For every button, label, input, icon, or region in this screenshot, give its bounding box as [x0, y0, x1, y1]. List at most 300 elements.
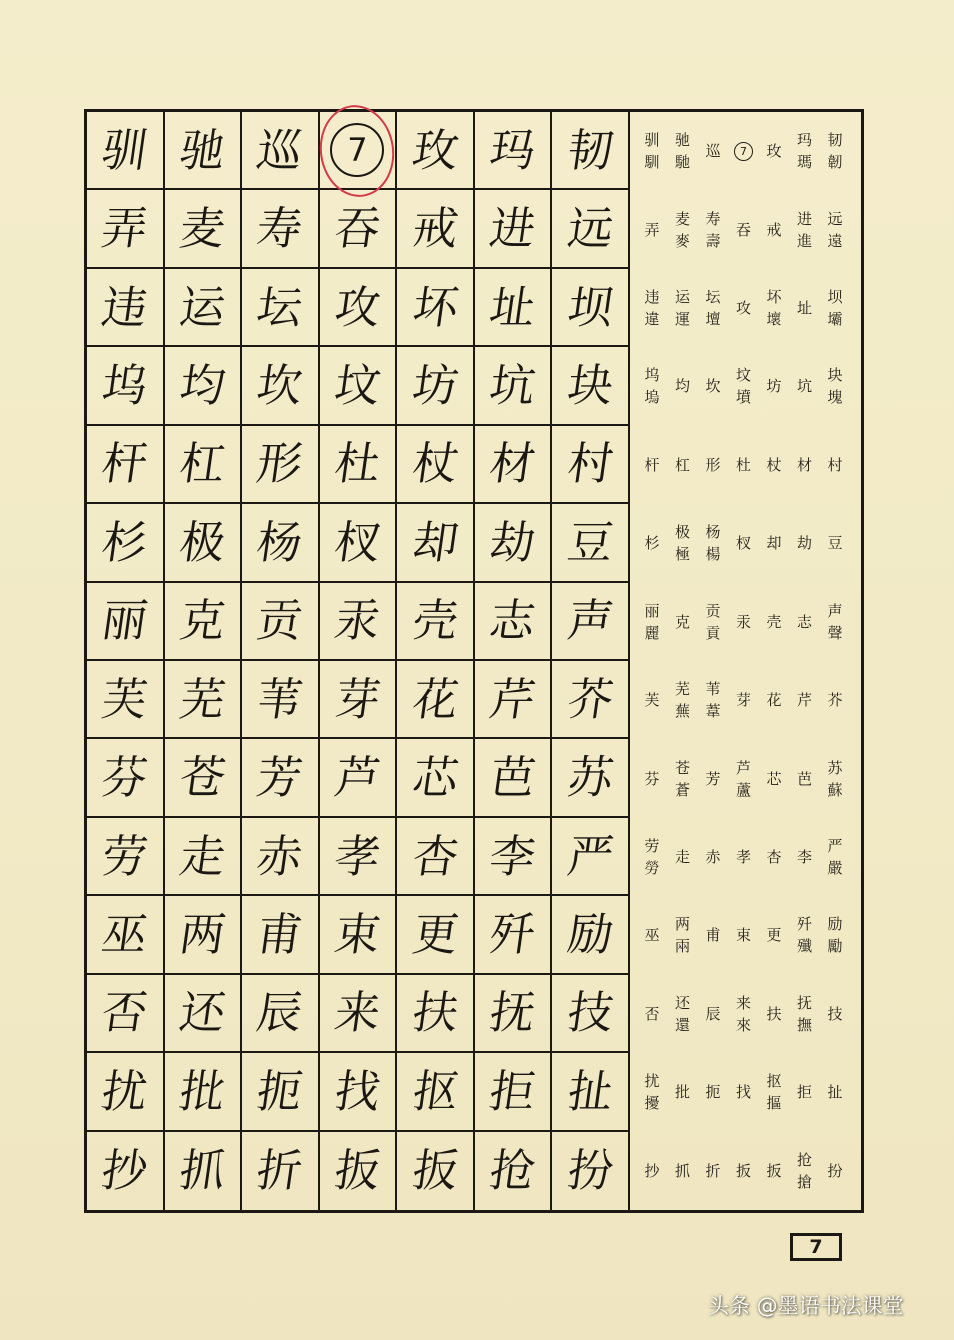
reference-pair — [699, 1081, 727, 1103]
traditional-char: 擾 — [644, 1094, 660, 1113]
simplified-char: 却 — [766, 534, 782, 553]
reference-pair — [669, 1160, 697, 1182]
simplified-char: 芯 — [766, 769, 782, 788]
simplified-char: 芜 — [674, 680, 690, 699]
simplified-char: 歼 — [796, 915, 812, 934]
grid-cell — [165, 975, 243, 1053]
reference-pair — [760, 286, 788, 330]
practice-char: 坝 — [563, 280, 617, 334]
reference-pair — [730, 689, 758, 711]
traditional-char: 來 — [735, 1015, 751, 1034]
traditional-char: 進 — [796, 231, 812, 250]
reference-row — [630, 818, 861, 896]
traditional-char: 蘇 — [827, 780, 843, 799]
simplified-char: 戒 — [766, 220, 782, 239]
practice-char: 豆 — [563, 515, 617, 569]
practice-char: 芹 — [486, 672, 539, 726]
simplified-char: 辰 — [705, 1004, 721, 1023]
watermark: 头条 @墨语书法课堂 — [708, 1294, 904, 1318]
practice-char: 苇 — [253, 672, 307, 726]
traditional-char: 蕪 — [674, 702, 690, 721]
simplified-char: 芥 — [827, 691, 843, 710]
reference-pair — [699, 846, 727, 868]
reference-pair — [730, 1160, 758, 1182]
reference-row — [630, 1132, 861, 1210]
grid-cell — [242, 112, 320, 190]
simplified-char: 来 — [735, 993, 751, 1012]
grid-cell — [242, 426, 320, 504]
grid-cell — [87, 975, 165, 1053]
practice-char: 坞 — [98, 358, 152, 412]
reference-pair — [699, 768, 727, 790]
simplified-char: 村 — [827, 455, 843, 474]
traditional-char: 勞 — [644, 859, 660, 878]
practice-char: 抠 — [408, 1064, 462, 1118]
simplified-char: 声 — [827, 601, 843, 620]
simplified-char: 吞 — [735, 220, 751, 239]
simplified-char: 扶 — [766, 1004, 782, 1023]
simplified-char: 克 — [674, 612, 690, 631]
simplified-char: 批 — [674, 1083, 690, 1102]
reference-pair — [699, 600, 727, 644]
reference-pair — [821, 1160, 849, 1182]
traditional-char: 勵 — [827, 937, 843, 956]
grid-cell — [397, 269, 475, 347]
traditional-char: 瑪 — [796, 153, 812, 172]
reference-pair — [730, 1081, 758, 1103]
grid-cell — [242, 347, 320, 425]
simplified-char: 劫 — [796, 534, 812, 553]
reference-pair — [730, 757, 758, 801]
simplified-char: 材 — [796, 455, 812, 474]
traditional-char: 蘆 — [735, 780, 751, 799]
practice-char: 抢 — [486, 1144, 539, 1198]
section-number: 7 — [330, 123, 384, 177]
traditional-char: 貢 — [705, 623, 721, 642]
grid-cell — [475, 896, 553, 974]
practice-char: 芽 — [331, 672, 384, 726]
reference-pair — [638, 129, 666, 173]
practice-char: 孝 — [331, 829, 384, 883]
traditional-char: 墳 — [735, 388, 751, 407]
grid-cell — [397, 975, 475, 1053]
grid-cell — [87, 269, 165, 347]
practice-char: 贡 — [253, 594, 307, 648]
reference-pair — [791, 129, 819, 173]
grid-cell — [475, 269, 553, 347]
grid-cell — [87, 896, 165, 974]
reference-pair — [821, 1081, 849, 1103]
simplified-char: 驯 — [644, 131, 660, 150]
practice-char: 来 — [331, 986, 384, 1040]
grid-cell — [552, 504, 630, 582]
simplified-char: 甫 — [705, 926, 721, 945]
reference-pair — [638, 364, 666, 408]
practice-char: 杏 — [408, 829, 462, 883]
grid-cell — [552, 739, 630, 817]
simplified-char: 扯 — [827, 1083, 843, 1102]
simplified-char: 还 — [674, 993, 690, 1012]
simplified-char: 远 — [827, 209, 843, 228]
practice-char: 苏 — [563, 751, 617, 805]
simplified-char: 抠 — [766, 1072, 782, 1091]
traditional-char: 麥 — [674, 231, 690, 250]
reference-pair — [791, 454, 819, 476]
simplified-char: 丽 — [644, 601, 660, 620]
reference-pair — [821, 129, 849, 173]
simplified-char: 劳 — [644, 837, 660, 856]
grid-cell — [552, 661, 630, 739]
reference-pair — [791, 768, 819, 790]
simplified-char: 扳 — [766, 1161, 782, 1180]
practice-char: 坟 — [331, 358, 384, 412]
grid-cell — [242, 739, 320, 817]
simplified-char: 芦 — [735, 758, 751, 777]
grid-cell — [320, 190, 398, 268]
grid-cell — [475, 1053, 553, 1131]
grid-cell — [87, 504, 165, 582]
grid-cell — [552, 190, 630, 268]
reference-pair — [638, 1070, 666, 1114]
traditional-char: 壞 — [766, 310, 782, 329]
reference-pair — [638, 689, 666, 711]
reference-pair — [638, 1003, 666, 1025]
reference-pair — [669, 846, 697, 868]
simplified-char: 走 — [674, 848, 690, 867]
grid-cell — [397, 739, 475, 817]
grid-cell — [165, 896, 243, 974]
traditional-char: 馳 — [674, 153, 690, 172]
reference-pair — [821, 600, 849, 644]
reference-pair — [699, 678, 727, 722]
practice-char: 驰 — [176, 123, 229, 177]
reference-pair — [760, 532, 788, 554]
practice-char: 芬 — [98, 751, 152, 805]
practice-char: 玛 — [486, 123, 539, 177]
traditional-char: 塊 — [827, 388, 843, 407]
reference-pair — [699, 1160, 727, 1182]
reference-row — [630, 426, 861, 504]
grid-cell — [165, 818, 243, 896]
grid-cell — [242, 975, 320, 1053]
practice-char: 坎 — [253, 358, 307, 412]
grid-cell — [475, 661, 553, 739]
reference-pair — [760, 375, 788, 397]
reference-pair — [791, 611, 819, 633]
reference-pair — [821, 286, 849, 330]
simplified-char: 违 — [644, 288, 660, 307]
simplified-char: 杜 — [735, 455, 751, 474]
simplified-char: 束 — [735, 926, 751, 945]
practice-char: 声 — [563, 594, 617, 648]
simplified-char: 志 — [796, 612, 812, 631]
practice-char: 却 — [408, 515, 462, 569]
traditional-char: 壇 — [705, 310, 721, 329]
simplified-char: 杉 — [644, 534, 660, 553]
practice-char: 弄 — [98, 202, 152, 256]
simplified-char: 豆 — [827, 534, 843, 553]
grid-cell — [320, 347, 398, 425]
reference-pair — [821, 364, 849, 408]
traditional-char: 壩 — [827, 310, 843, 329]
grid-cell — [552, 1132, 630, 1210]
reference-pair — [760, 1003, 788, 1025]
reference-row — [630, 269, 861, 347]
reference-pair — [669, 757, 697, 801]
grid-cell — [475, 739, 553, 817]
reference-pair — [730, 532, 758, 554]
grid-cell — [165, 112, 243, 190]
simplified-char: 折 — [705, 1161, 721, 1180]
grid-cell — [320, 739, 398, 817]
practice-char: 杨 — [253, 515, 307, 569]
practice-char: 坏 — [408, 280, 462, 334]
practice-char: 吞 — [331, 202, 384, 256]
reference-pair — [638, 1160, 666, 1182]
traditional-char: 塢 — [644, 388, 660, 407]
practice-char: 违 — [98, 280, 152, 334]
practice-char: 运 — [176, 280, 229, 334]
traditional-char: 葦 — [705, 702, 721, 721]
simplified-char: 壳 — [766, 612, 782, 631]
simplified-char: 杠 — [674, 455, 690, 474]
reference-pair — [669, 454, 697, 476]
simplified-char: 巫 — [644, 926, 660, 945]
simplified-char: 杈 — [735, 534, 751, 553]
simplified-char: 驰 — [674, 131, 690, 150]
simplified-char: 苍 — [674, 758, 690, 777]
grid-cell — [87, 818, 165, 896]
simplified-char: 坟 — [735, 366, 751, 385]
grid-cell — [242, 190, 320, 268]
practice-char: 杜 — [331, 437, 384, 491]
simplified-char: 坑 — [796, 377, 812, 396]
reference-pair — [669, 611, 697, 633]
grid-cell — [475, 818, 553, 896]
grid-cell — [397, 1053, 475, 1131]
simplified-char: 否 — [644, 1004, 660, 1023]
grid-cell — [320, 583, 398, 661]
simplified-char: 寿 — [705, 209, 721, 228]
grid-cell — [165, 661, 243, 739]
reference-pair — [699, 286, 727, 330]
simplified-char: 坛 — [705, 288, 721, 307]
practice-char: 芦 — [331, 751, 384, 805]
grid-cell — [320, 269, 398, 347]
grid-cell — [320, 1053, 398, 1131]
simplified-char: 扰 — [644, 1072, 660, 1091]
reference-row — [630, 1053, 861, 1131]
simplified-char: 韧 — [827, 131, 843, 150]
grid-cell — [397, 1132, 475, 1210]
reference-row — [630, 896, 861, 974]
grid-cell — [165, 504, 243, 582]
reference-pair — [821, 532, 849, 554]
traditional-char: 還 — [674, 1015, 690, 1034]
reference-pair — [821, 757, 849, 801]
reference-pair — [730, 992, 758, 1036]
grid-cell — [242, 1053, 320, 1131]
grid-cell — [552, 112, 630, 190]
practice-char: 走 — [176, 829, 229, 883]
grid-cell — [397, 112, 475, 190]
reference-pair — [699, 1003, 727, 1025]
reference-pair — [730, 364, 758, 408]
practice-char: 坛 — [253, 280, 307, 334]
practice-char: 批 — [176, 1064, 229, 1118]
practice-char: 玫 — [408, 123, 462, 177]
simplified-char: 运 — [674, 288, 690, 307]
traditional-char: 殲 — [796, 937, 812, 956]
practice-char: 壳 — [408, 594, 462, 648]
simplified-char: 苇 — [705, 680, 721, 699]
practice-char: 抚 — [486, 986, 539, 1040]
reference-pair — [669, 375, 697, 397]
practice-char: 坑 — [486, 358, 539, 412]
reference-pair — [669, 678, 697, 722]
calligraphy-grid — [87, 112, 630, 1210]
reference-pair — [669, 521, 697, 565]
practice-char: 技 — [563, 986, 617, 1040]
simplified-char: 杆 — [644, 455, 660, 474]
reference-pair — [669, 1081, 697, 1103]
reference-pair — [821, 689, 849, 711]
simplified-char: 坊 — [766, 377, 782, 396]
simplified-char: 芹 — [796, 691, 812, 710]
traditional-char: 遠 — [827, 231, 843, 250]
reference-pair — [730, 454, 758, 476]
practice-char: 形 — [253, 437, 307, 491]
reference-pair — [791, 375, 819, 397]
simplified-char: 芭 — [796, 769, 812, 788]
reference-pair — [730, 846, 758, 868]
practice-char: 汞 — [331, 594, 384, 648]
simplified-char: 励 — [827, 915, 843, 934]
reference-pair — [760, 1070, 788, 1114]
practice-char: 束 — [331, 907, 384, 961]
simplified-char: 苏 — [827, 758, 843, 777]
practice-char: 芜 — [176, 672, 229, 726]
reference-pair — [730, 611, 758, 633]
reference-pair — [699, 140, 727, 162]
practice-char: 芯 — [408, 751, 462, 805]
practice-frame — [84, 109, 864, 1213]
practice-char: 址 — [486, 280, 539, 334]
grid-cell — [552, 975, 630, 1053]
grid-cell — [242, 583, 320, 661]
simplified-char: 抚 — [796, 993, 812, 1012]
practice-char: 材 — [486, 437, 539, 491]
grid-cell — [475, 112, 553, 190]
practice-char: 劫 — [486, 515, 539, 569]
reference-pair — [638, 924, 666, 946]
grid-cell — [552, 896, 630, 974]
practice-char: 志 — [486, 594, 539, 648]
practice-char: 李 — [486, 829, 539, 883]
grid-cell — [242, 818, 320, 896]
simplified-char: 攻 — [735, 299, 751, 318]
practice-char: 芥 — [563, 672, 617, 726]
practice-char: 杠 — [176, 437, 229, 491]
traditional-char: 壽 — [705, 231, 721, 250]
grid-cell — [320, 426, 398, 504]
grid-cell — [320, 112, 398, 190]
practice-char: 扯 — [563, 1064, 617, 1118]
simplified-char: 形 — [705, 455, 721, 474]
simplified-char: 两 — [674, 915, 690, 934]
reference-pair — [699, 521, 727, 565]
practice-char: 扳 — [331, 1144, 384, 1198]
simplified-char: 杖 — [766, 455, 782, 474]
grid-cell — [242, 269, 320, 347]
simplified-char: 汞 — [735, 612, 751, 631]
practice-char: 折 — [253, 1144, 307, 1198]
reference-pair — [730, 924, 758, 946]
reference-pair — [669, 208, 697, 252]
grid-cell — [87, 190, 165, 268]
practice-char: 扶 — [408, 986, 462, 1040]
simplified-char: 杏 — [766, 848, 782, 867]
practice-char: 拒 — [486, 1064, 539, 1118]
simplified-char: 李 — [796, 848, 812, 867]
practice-char: 还 — [176, 986, 229, 1040]
practice-char: 严 — [563, 829, 617, 883]
reference-row — [630, 661, 861, 739]
reference-pair — [699, 924, 727, 946]
practice-char: 甫 — [253, 907, 307, 961]
grid-cell — [552, 269, 630, 347]
grid-cell — [165, 1053, 243, 1131]
simplified-char: 芽 — [735, 691, 751, 710]
grid-cell — [552, 583, 630, 661]
traditional-char: 韌 — [827, 153, 843, 172]
grid-cell — [320, 661, 398, 739]
grid-cell — [87, 112, 165, 190]
traditional-char: 兩 — [674, 937, 690, 956]
practice-char: 芙 — [98, 672, 152, 726]
traditional-char: 極 — [674, 545, 690, 564]
reference-pair — [760, 1160, 788, 1182]
grid-cell — [475, 975, 553, 1053]
simplified-char: 花 — [766, 691, 782, 710]
simplified-char: 扳 — [735, 1161, 751, 1180]
grid-cell — [165, 269, 243, 347]
grid-cell — [475, 1132, 553, 1210]
practice-char: 歼 — [486, 907, 539, 961]
practice-char: 驯 — [98, 123, 152, 177]
reference-row — [630, 112, 861, 190]
reference-pair — [791, 689, 819, 711]
grid-cell — [397, 504, 475, 582]
reference-row — [630, 975, 861, 1053]
simplified-char: 极 — [674, 523, 690, 542]
grid-cell — [320, 504, 398, 582]
practice-char: 杆 — [98, 437, 152, 491]
practice-char: 块 — [563, 358, 617, 412]
practice-char: 赤 — [253, 829, 307, 883]
reference-pair — [760, 768, 788, 790]
reference-pair — [760, 924, 788, 946]
reference-pair — [821, 208, 849, 252]
simplified-char: 址 — [796, 299, 812, 318]
practice-char: 励 — [563, 907, 617, 961]
grid-cell — [475, 426, 553, 504]
reference-pair — [791, 846, 819, 868]
grid-cell — [397, 661, 475, 739]
grid-cell — [552, 347, 630, 425]
grid-cell — [397, 896, 475, 974]
practice-char: 苍 — [176, 751, 229, 805]
